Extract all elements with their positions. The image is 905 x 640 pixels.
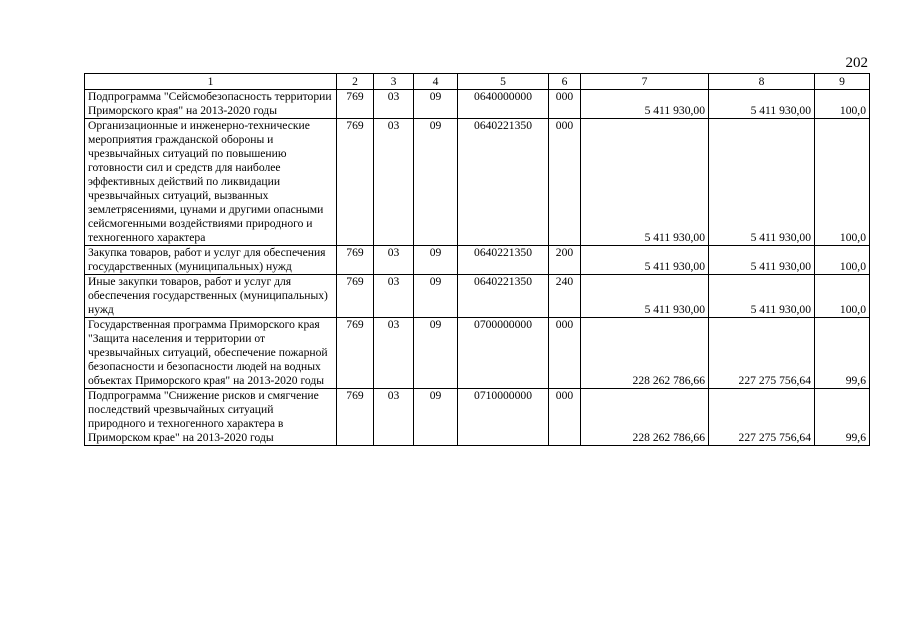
vr-code: 000 [549, 119, 581, 246]
execution-percent: 100,0 [815, 119, 870, 246]
row-name: Иные закупки товаров, работ и услуг для обеспечения государственных (муниципальных) нужд [85, 275, 337, 318]
table-row [85, 275, 870, 318]
podrazdel-code: 09 [414, 389, 458, 446]
ved-code: 769 [337, 275, 374, 318]
row-name: Подпрограмма "Снижение рисков и смягчение последствий чрезвычайных ситуаций природного и техногенного характера в Приморском крае" на 2013-2020 годы [85, 389, 337, 446]
table-row [85, 90, 870, 119]
razdel-code: 03 [374, 119, 414, 246]
podrazdel-code: 09 [414, 119, 458, 246]
column-header: 1 [85, 74, 337, 90]
plan-amount: 5 411 930,00 [581, 119, 709, 246]
column-header: 4 [414, 74, 458, 90]
fact-amount: 5 411 930,00 [709, 119, 815, 246]
razdel-code: 03 [374, 389, 414, 446]
execution-percent: 100,0 [815, 90, 870, 119]
plan-amount: 228 262 786,66 [581, 318, 709, 389]
csr-code: 0640221350 [458, 246, 549, 275]
row-name: Подпрограмма "Сейсмобезопасность территории Приморского края" на 2013-2020 годы [85, 90, 337, 119]
fact-amount: 227 275 756,64 [709, 389, 815, 446]
fact-amount: 5 411 930,00 [709, 90, 815, 119]
column-header: 5 [458, 74, 549, 90]
fact-amount: 5 411 930,00 [709, 275, 815, 318]
vr-code: 000 [549, 389, 581, 446]
razdel-code: 03 [374, 275, 414, 318]
budget-table [84, 73, 870, 446]
podrazdel-code: 09 [414, 275, 458, 318]
ved-code: 769 [337, 389, 374, 446]
csr-code: 0640221350 [458, 275, 549, 318]
csr-code: 0700000000 [458, 318, 549, 389]
razdel-code: 03 [374, 90, 414, 119]
plan-amount: 5 411 930,00 [581, 246, 709, 275]
podrazdel-code: 09 [414, 318, 458, 389]
csr-code: 0640000000 [458, 90, 549, 119]
table-row [85, 389, 870, 446]
row-name: Закупка товаров, работ и услуг для обеспечения государственных (муниципальных) нужд [85, 246, 337, 275]
vr-code: 000 [549, 318, 581, 389]
podrazdel-code: 09 [414, 90, 458, 119]
table-row [85, 246, 870, 275]
column-header: 8 [709, 74, 815, 90]
column-header: 9 [815, 74, 870, 90]
table-row [85, 119, 870, 246]
execution-percent: 99,6 [815, 389, 870, 446]
razdel-code: 03 [374, 246, 414, 275]
row-name: Государственная программа Приморского края "Защита населения и территории от чрезвычайных ситуаций, обеспечение пожарной безопасности и безопасности людей на водных объектах Приморского края" на 2013-2020 годы [85, 318, 337, 389]
page-number: 202 [845, 55, 868, 71]
razdel-code: 03 [374, 318, 414, 389]
ved-code: 769 [337, 246, 374, 275]
podrazdel-code: 09 [414, 246, 458, 275]
vr-code: 240 [549, 275, 581, 318]
vr-code: 200 [549, 246, 581, 275]
csr-code: 0710000000 [458, 389, 549, 446]
column-header: 2 [337, 74, 374, 90]
fact-amount: 5 411 930,00 [709, 246, 815, 275]
column-number-row [85, 74, 870, 90]
table-row [85, 318, 870, 389]
row-name: Организационные и инженерно-технические мероприятия гражданской обороны и чрезвычайных ситуаций по повышению готовности сил и средств для наиболее эффективных действий по ликвидации чрезвычайных ситуаций, вызванных землетрясениями, цунами и другими опасными сейсмогенными воздействиями природного и техногенного характера [85, 119, 337, 246]
ved-code: 769 [337, 318, 374, 389]
csr-code: 0640221350 [458, 119, 549, 246]
plan-amount: 5 411 930,00 [581, 275, 709, 318]
ved-code: 769 [337, 90, 374, 119]
column-header: 7 [581, 74, 709, 90]
column-header: 3 [374, 74, 414, 90]
fact-amount: 227 275 756,64 [709, 318, 815, 389]
ved-code: 769 [337, 119, 374, 246]
column-header: 6 [549, 74, 581, 90]
execution-percent: 99,6 [815, 318, 870, 389]
execution-percent: 100,0 [815, 275, 870, 318]
plan-amount: 5 411 930,00 [581, 90, 709, 119]
vr-code: 000 [549, 90, 581, 119]
execution-percent: 100,0 [815, 246, 870, 275]
plan-amount: 228 262 786,66 [581, 389, 709, 446]
